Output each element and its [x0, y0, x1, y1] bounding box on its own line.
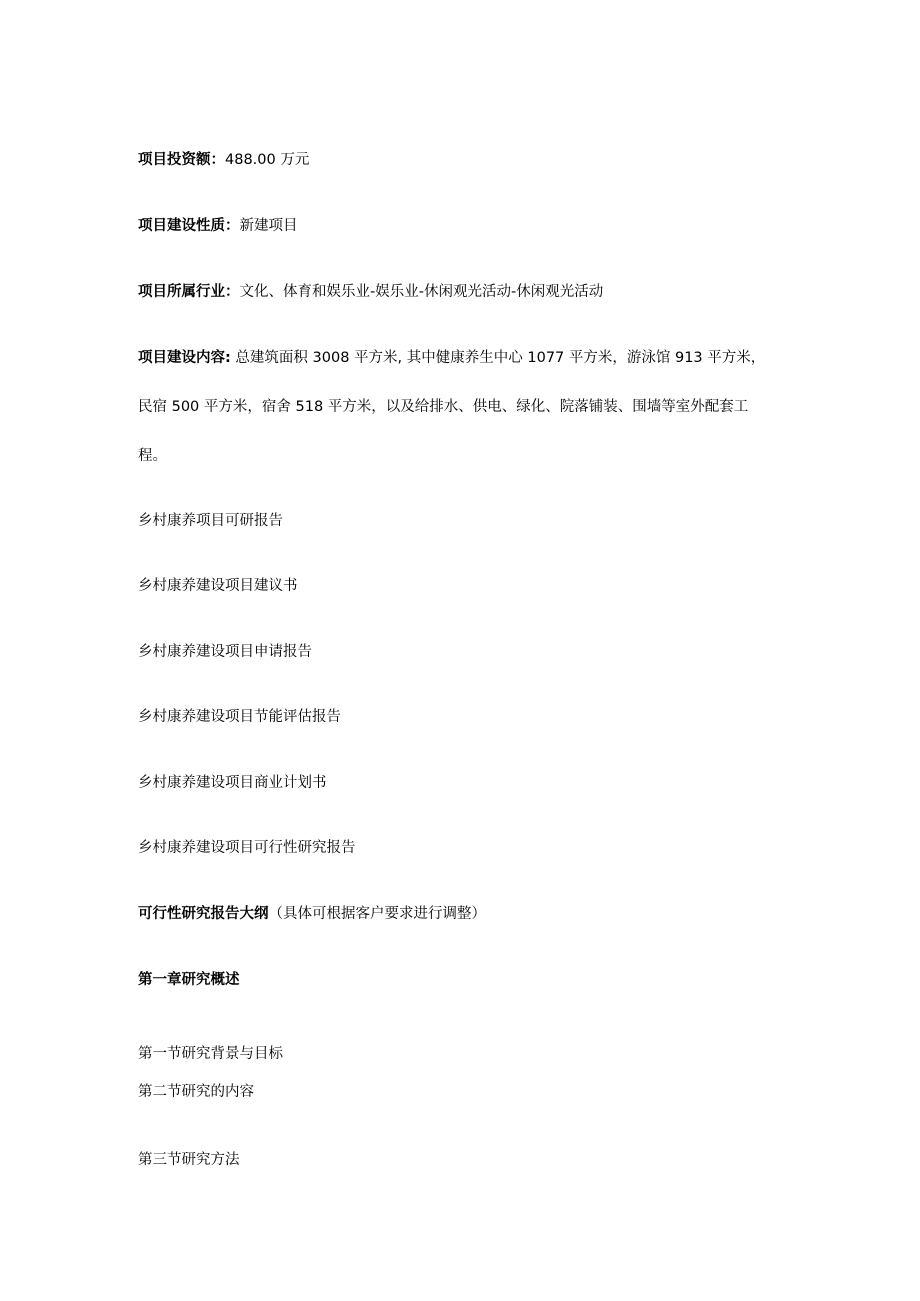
report-item: 乡村康养项目可研报告	[138, 513, 283, 529]
content-line-1	[138, 348, 765, 368]
report-item: 乡村康养建设项目建议书	[138, 578, 298, 594]
outline-heading	[138, 904, 486, 924]
chapter-title: 第一章研究概述	[138, 972, 240, 988]
nature-line	[138, 216, 298, 236]
report-item: 乡村康养建设项目可行性研究报告	[138, 840, 356, 856]
investment-label: 项目投资额：	[138, 152, 225, 168]
investment-value: 488.00 万元	[225, 152, 310, 168]
section-item: 第一节研究背景与目标	[138, 1046, 283, 1062]
section-item: 第二节研究的内容	[138, 1084, 254, 1100]
industry-label: 项目所属行业：	[138, 284, 240, 300]
content-label: 项目建设内容:	[138, 350, 231, 366]
industry-line	[138, 282, 603, 302]
content-line-2: 民宿 500 平方米，宿舍 518 平方米，以及给排水、供电、绿化、院落铺装、围墙等室外配套工	[138, 399, 749, 415]
nature-label: 项目建设性质：	[138, 218, 240, 234]
content-line-3: 程。	[138, 448, 167, 464]
report-item: 乡村康养建设项目节能评估报告	[138, 709, 341, 725]
industry-value: 文化、体育和娱乐业-娱乐业-休闲观光活动-休闲观光活动	[239, 284, 604, 300]
content-text-1: 总建筑面积 3008 平方米, 其中健康养生中心 1077 平方米，游泳馆 913 平方米，	[230, 350, 766, 366]
outline-note: （具体可根据客户要求进行调整）	[268, 906, 486, 922]
nature-value: 新建项目	[239, 218, 298, 234]
report-item: 乡村康养建设项目商业计划书	[138, 775, 327, 791]
investment-line	[138, 150, 309, 170]
section-item: 第三节研究方法	[138, 1152, 240, 1168]
outline-title: 可行性研究报告大纲	[138, 906, 269, 922]
report-item: 乡村康养建设项目申请报告	[138, 644, 312, 660]
